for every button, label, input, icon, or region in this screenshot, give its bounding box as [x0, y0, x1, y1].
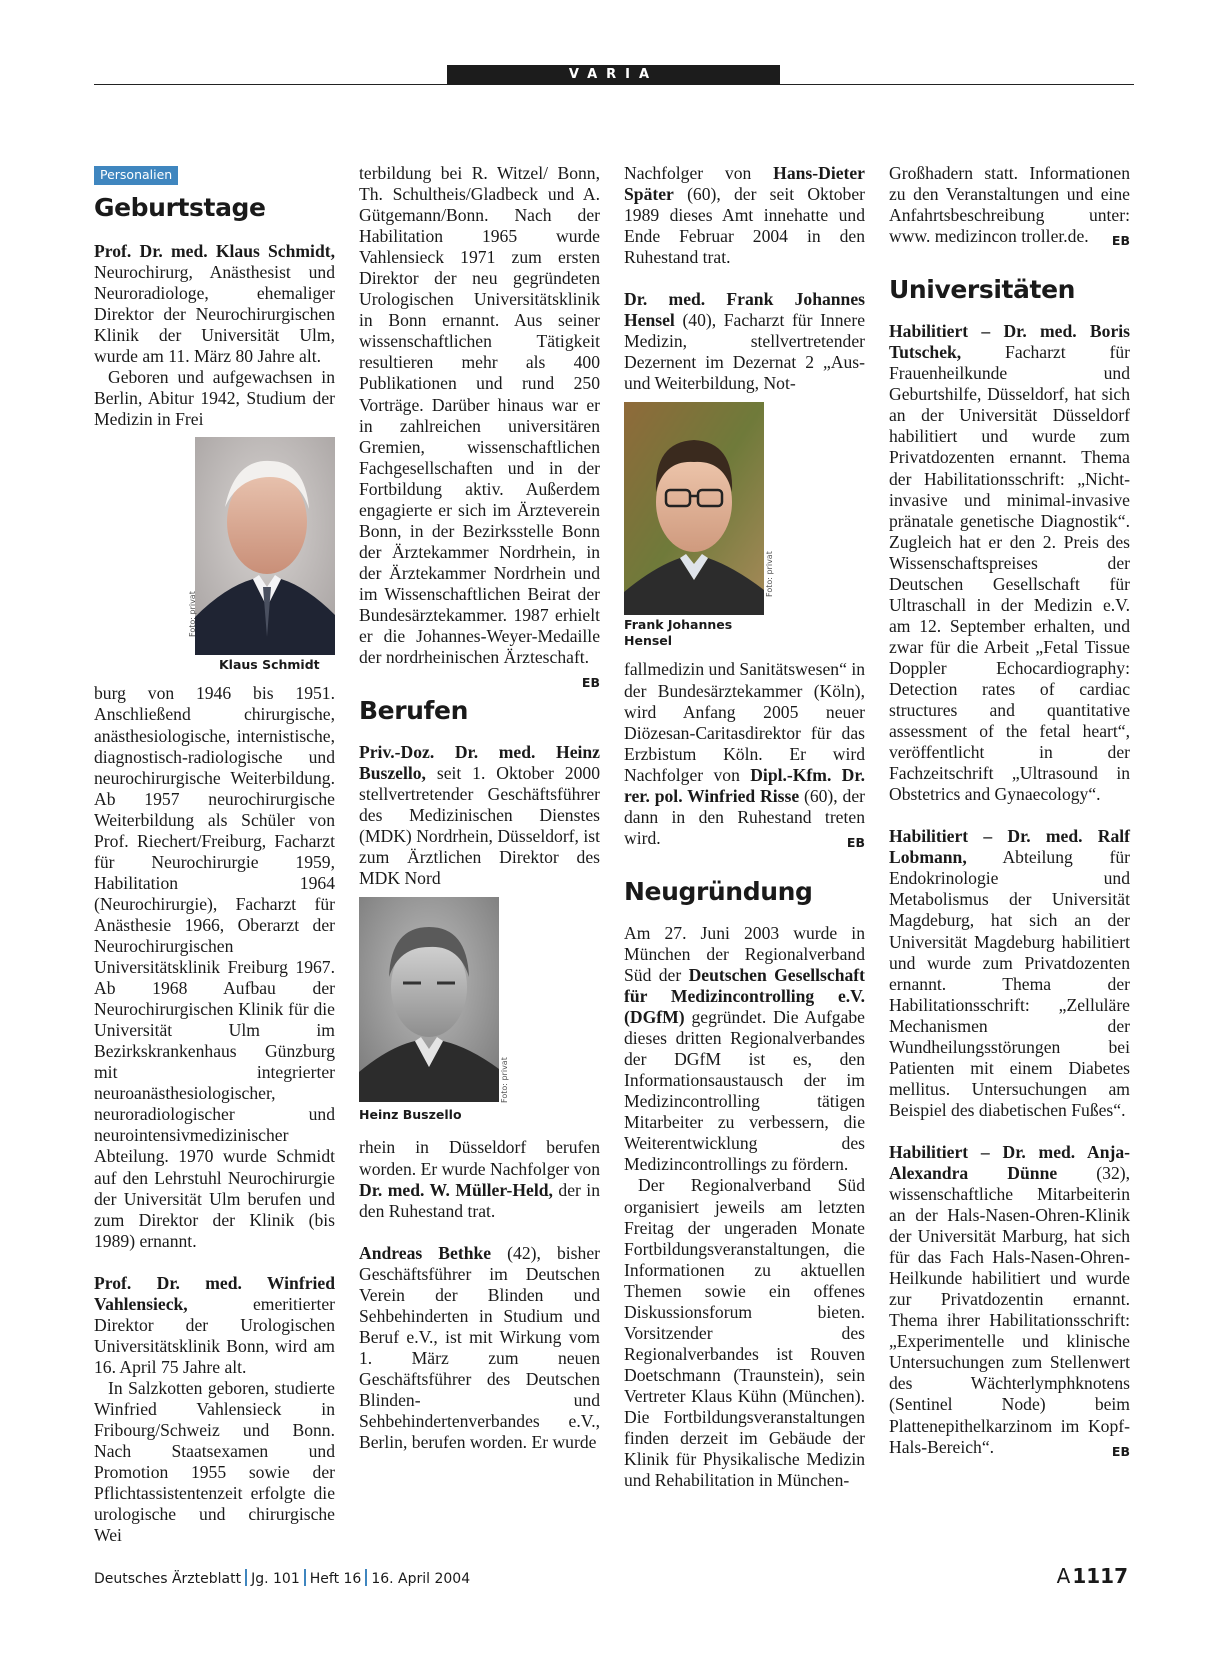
author-initials: EB	[581, 675, 600, 691]
portrait-image	[195, 437, 335, 655]
photo-credit: Foto: privat	[765, 551, 774, 598]
paragraph: Am 27. Juni 2003 wurde in München der Regionalverband Süd der Deutschen Gesellschaft für Medizincontrolling e.V. (DGfM) gegründet. Die Aufgabe dieses dritten Regionalverbandes der DGfM ist es, den Informationsaustausch der im Medizincontrolling tätigen Mitarbeiter zu verbessern, die Weiterentwicklung des Medizincontrollings zu fördern.	[624, 922, 865, 1175]
paragraph: Priv.-Doz. Dr. med. Heinz Buszello, seit 1. Oktober 2000 stellvertretender Geschäftsführer des Medizinischen Dienstes (MDK) Nordrhein, Düsseldorf, ist zum Ärztlichen Direktor des MDK Nord	[359, 742, 600, 889]
paragraph: Nachfolger von Hans-Dieter Später (60), der seit Oktober 1989 dieses Amt innehatte und Ende Februar 2004 in den Ruhestand trat.	[624, 163, 865, 268]
photo-heinz-buszello	[359, 897, 509, 1123]
paragraph: Habilitiert – Dr. med. Anja-Alexandra Dünne (32), wissenschaftliche Mitarbeiterin an der Hals-Nasen-Ohren-Klinik der Universität Marburg, hat sich für das Fach Hals-Nasen-Ohren-Heilkunde habilitiert und wurde zur Privatdozentin ernannt. Thema ihrer Habilitationsschrift: „Experimentelle und klinische Untersuchungen zum Stellenwert des Wächterlymphknotens (Sentinel Node) beim Plattenepithelkarzinom im Kopf-Hals-Bereich“. EB	[889, 1142, 1130, 1458]
footer-citation	[94, 1569, 470, 1587]
section-header: VARIA	[447, 65, 780, 85]
author-initials: EB	[1111, 233, 1130, 249]
photo-klaus-schmidt	[188, 437, 335, 673]
column-4	[889, 163, 1130, 1462]
issue-date: 16. April 2004	[371, 1571, 471, 1587]
column-3	[624, 163, 865, 1491]
person-name: Habilitiert – Dr. med. Ralf Lobmann,	[889, 826, 1130, 868]
person-name: Habilitiert – Dr. med. Anja-Alexandra Dünne	[889, 1141, 1130, 1183]
person-name: Prof. Dr. med. Klaus Schmidt,	[94, 241, 335, 261]
paragraph: Dr. med. Frank Johannes Hensel (40), Facharzt für Innere Medizin, stellvertretender Dezernent im Dezernat 2 „Aus- und Weiterbildung, Not-	[624, 289, 865, 394]
paragraph: fallmedizin und Sanitätswesen“ in der Bundesärztekammer (Köln), wird Anfang 2005 neuer Diözesan-Caritasdirektor für das Erzbistum Köln. Er wird Nachfolger von Dipl.-Kfm. Dr. rer. pol. Winfried Risse (60), der dann in den Ruhestand treten wird. EB	[624, 659, 865, 848]
organization-name: Deutschen Gesellschaft für Medizincontrolling e.V. (DGfM)	[624, 964, 865, 1028]
photo-credit: Foto: privat	[500, 1057, 509, 1104]
paragraph: Prof. Dr. med. Winfried Vahlensieck, emeritierter Direktor der Urologischen Universitätsklinik Bonn, wird am 16. April 75 Jahre alt.	[94, 1272, 335, 1377]
person-name: Dipl.-Kfm. Dr. rer. pol. Winfried Risse	[624, 764, 865, 806]
photo-caption: Heinz Buszello	[359, 1107, 462, 1123]
paragraph: Großhadern statt. Informationen zu den Veranstaltungen und eine Anfahrtsbeschreibung unter: www. medizincon troller.de. EB	[889, 163, 1130, 247]
person-name: Dr. med. W. Müller-Held,	[359, 1179, 553, 1200]
paragraph: Habilitiert – Dr. med. Boris Tutschek, Facharzt für Frauenheilkunde und Geburtshilfe, Düsseldorf, hat sich an der Universität Düsseldorf habilitiert und wurde zum Privatdozenten ernannt. Thema der Habilitationsschrift: „Nicht-invasive und minimal-invasive pränatale genetische Diagnostik“. Zugleich hat er den 2. Preis des Wissenschaftspreises der Deutschen Gesellschaft für Ultraschall in der Medizin e.V. am 12. September erhalten, und zwar für die Arbeit „Fetal Tissue Doppler Echocardiography: Detection rates of cardiac structures and quantitative assessment of the fetal heart“, veröffentlicht in der Fachzeitschrift „Ultrasound in Obstetrics and Gynaecology“.	[889, 321, 1130, 805]
paragraph: In Salzkotten geboren, studierte Winfried Vahlensieck in Fribourg/Schweiz und Bonn. Nach Staatsexamen und Promotion 1955 sowie der Pflichtassistentenzeit erfolgte die urologische und chirurgische Wei	[94, 1377, 335, 1546]
person-name: Dr. med. Frank Johannes Hensel	[624, 289, 865, 331]
photo-credit: Foto: privat	[188, 591, 197, 638]
page-number: A 1117	[1056, 1564, 1128, 1588]
person-name: Priv.-Doz. Dr. med. Heinz Buszello,	[359, 742, 600, 784]
heading-universitaeten: Universitäten	[889, 275, 1076, 305]
paragraph: Der Regionalverband Süd organisiert jeweils am letzten Freitag der ungeraden Monate Fortbildungsveranstaltungen, die Informationen zu aktuellen Themen sowie ein offenes Diskussionsforum bieten. Vorsitzender des Regionalverbandes ist Rouven Doetschmann (Traunstein), sein Vertreter Klaus Kühn (München). Die Fortbildungsveranstaltungen finden derzeit im Gebäude der Klinik für Physikalische Medizin und Rehabilitation in München-	[624, 1175, 865, 1491]
portrait-image	[359, 897, 499, 1102]
heading-neugruendung: Neugründung	[624, 876, 813, 906]
heading-geburtstage: Geburtstage	[94, 193, 266, 222]
column-2	[359, 163, 600, 1453]
category-tag: Personalien	[94, 166, 178, 185]
paragraph: Geboren und aufgewachsen in Berlin, Abitur 1942, Studium der Medizin in Frei	[94, 367, 335, 430]
person-name: Prof. Dr. med. Winfried Vahlensieck,	[94, 1272, 335, 1314]
paragraph: terbildung bei R. Witzel/ Bonn, Th. Schultheis/Gladbeck und A. Gütgemann/Bonn. Nach der Habilitation 1965 wurde Vahlensieck 1971 zum ersten Direktor der neu gegründeten Urologischen Universitätsklinik in Bonn ernannt. Aus seiner wissenschaftlichen Tätigkeit resultieren mehr als 400 Publikationen und rund 250 Vorträge. Darüber hinaus war er in zahlreichen universitären Gremien, wissenschaftlichen Fachgesellschaften und in der Fortbildung aktiv. Außerdem engagierte er sich im Ärzteverein Bonn, in der Bezirksstelle Bonn der Ärztekammer Nordrhein, in der Ärztekammer Nordrhein und im Wissenschaftlichen Beirat der Bundesärztekammer. 1987 erhielt er die Johannes-Weyer-Medaille der nordrheinischen Ärzteschaft. EB	[359, 163, 600, 668]
author-initials: EB	[1111, 1443, 1130, 1459]
heading-berufen: Berufen	[359, 696, 468, 726]
paragraph: Prof. Dr. med. Klaus Schmidt, Neurochirurg, Anästhesist und Neuroradiologe, ehemaliger Direktor der Neurochirurgischen Klinik der Universität Ulm, wurde am 11. März 80 Jahre alt.	[94, 241, 335, 367]
paragraph: Andreas Bethke (42), bisher Geschäftsführer im Deutschen Verein der Blinden und Sehbehinderten in Studium und Beruf e.V., ist mit Wirkung vom 1. März zum neuen Geschäftsführer des Deutschen Blinden- und Sehbehindertenverbandes e.V., Berlin, berufen worden. Er wurde	[359, 1242, 600, 1453]
volume: Jg. 101	[251, 1571, 300, 1587]
photo-caption: Frank Johannes Hensel	[624, 617, 733, 649]
person-name: Habilitiert – Dr. med. Boris Tutschek,	[889, 321, 1130, 363]
person-name: Hans-Dieter Später	[624, 163, 865, 205]
paragraph: burg von 1946 bis 1951. Anschließend chirurgische, anästhesiologische, internistische, diagnostisch-radiologische und neurochirurgische Weiterbildung. Ab 1957 neurochirurgische Weiterbildung als Schüler von Prof. Riechert/Freiburg, Facharzt für Neurochirurgie 1959, Habilitation 1964 (Neurochirurgie), Facharzt für Anästhesie 1966, Oberarzt der Neurochirurgischen Universitätsklinik Freiburg 1967. Ab 1968 Aufbau der Neurochirurgischen Klinik für die Universität Ulm im Bezirkskrankenhaus Günzburg mit integrierter neuroanästhesiologischer, neuroradiologischer und neurointensivmedizinischer Abteilung. 1970 wurde Schmidt auf den Lehrstuhl Neurochirurgie der Universität Ulm berufen und zum Direktor der Klinik (bis 1989) ernannt.	[94, 683, 335, 1251]
portrait-image	[624, 402, 764, 615]
paragraph: rhein in Düsseldorf berufen worden. Er wurde Nachfolger von Dr. med. W. Müller-Held, der in den Ruhestand trat.	[359, 1137, 600, 1221]
separator	[245, 1569, 247, 1586]
photo-caption: Klaus Schmidt	[219, 657, 320, 673]
column-1	[94, 163, 335, 1546]
issue: Heft 16	[309, 1571, 362, 1587]
person-name: Andreas Bethke	[359, 1242, 492, 1263]
photo-frank-johannes-hensel	[624, 402, 774, 649]
paragraph: Habilitiert – Dr. med. Ralf Lobmann, Abteilung für Endokrinologie und Metabolismus der Universität Magdeburg, hat sich an der Universität Magdeburg habilitiert und wurde zum Privatdozenten ernannt. Thema der Habilitationsschrift: „Zelluläre Mechanismen der Wundheilungsstörungen bei Patienten mit einem Diabetes mellitus. Untersuchungen am Beispiel des diabetischen Fußes“.	[889, 826, 1130, 1120]
journal-name: Deutsches Ärzteblatt	[94, 1571, 242, 1587]
separator	[304, 1569, 306, 1586]
separator	[365, 1569, 367, 1586]
author-initials: EB	[846, 834, 865, 850]
